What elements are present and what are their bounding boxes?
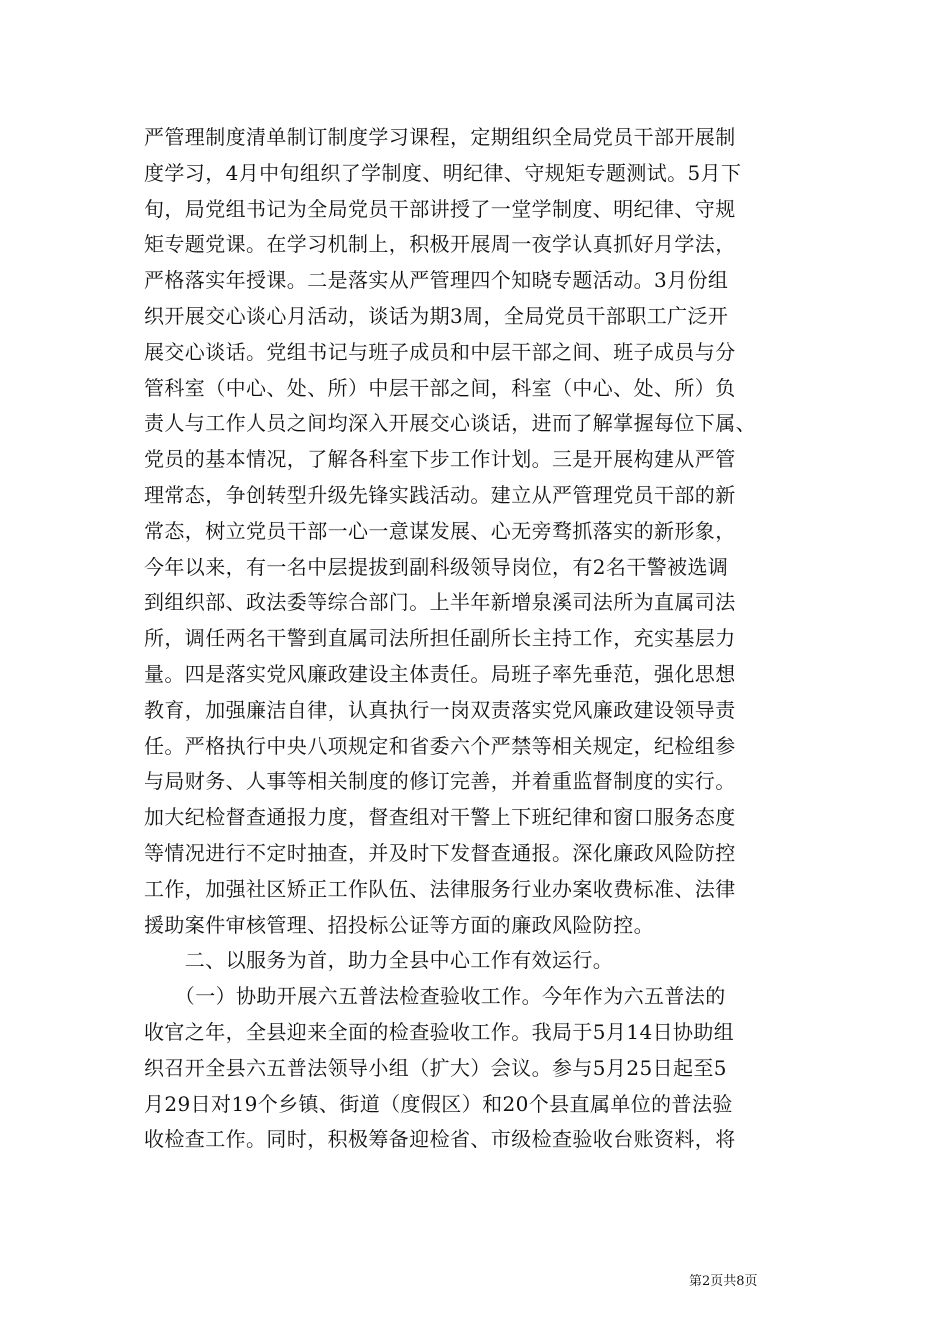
text-line: 二、以服务为首，助力全县中心工作有效运行。	[144, 948, 614, 973]
text-line: 严格落实年授课。二是落实从严管理四个知晓专题活动。3月份组	[144, 268, 729, 293]
text-line: 教育，加强廉洁自律，认真执行一岗双责落实党风廉政建设领导责	[144, 697, 736, 722]
text-line: 责人与工作人员之间均深入开展交心谈话，进而了解掌握每位下属、	[144, 411, 756, 436]
text-line: 今年以来，有一名中层提拔到副科级领导岗位，有2名干警被选调	[144, 554, 729, 579]
text-line: 党员的基本情况，了解各科室下步工作计划。三是开展构建从严管	[144, 447, 736, 472]
text-line: 加大纪检督查通报力度，督查组对干警上下班纪律和窗口服务态度	[144, 805, 736, 830]
text-line: 月29日对19个乡镇、街道（度假区）和20个县直属单位的普法验	[144, 1091, 733, 1116]
text-line: 等情况进行不定时抽查，并及时下发督查通报。深化廉政风险防控	[144, 840, 736, 865]
text-line: 度学习，4月中旬组织了学制度、明纪律、守规矩专题测试。5月下	[144, 160, 742, 185]
text-line: 任。严格执行中央八项规定和省委六个严禁等相关规定，纪检组参	[144, 733, 736, 758]
text-line: 展交心谈话。党组书记与班子成员和中层干部之间、班子成员与分	[144, 339, 736, 364]
text-line: 旬，局党组书记为全局党员干部讲授了一堂学制度、明纪律、守规	[144, 196, 736, 221]
text-line: 到组织部、政法委等综合部门。上半年新增泉溪司法所为直属司法	[144, 590, 736, 615]
text-line: 理常态，争创转型升级先锋实践活动。建立从严管理党员干部的新	[144, 482, 736, 507]
page-number: 第2页共8页	[689, 1274, 758, 1289]
text-line: 所，调任两名干警到直属司法所担任副所长主持工作，充实基层力	[144, 626, 736, 651]
text-line: 收官之年，全县迎来全面的检查验收工作。我局于5月14日协助组	[144, 1019, 735, 1044]
text-line: 织开展交心谈心月活动，谈话为期3周，全局党员干部职工广泛开	[144, 303, 729, 328]
text-line: 织召开全县六五普法领导小组（扩大）会议。参与5月25日起至5	[144, 1055, 727, 1080]
text-line: 矩专题党课。在学习机制上，积极开展周一夜学认真抓好月学法，	[144, 232, 736, 257]
text-line: 常态，树立党员干部一心一意谋发展、心无旁骛抓落实的新形象，	[144, 518, 736, 543]
text-line: 工作，加强社区矫正工作队伍、法律服务行业办案收费标准、法律	[144, 876, 736, 901]
document-body	[144, 120, 812, 1158]
text-line: 收检查工作。同时，积极筹备迎检省、市级检查验收台账资料，将	[144, 1127, 736, 1152]
text-line: 量。四是落实党风廉政建设主体责任。局班子率先垂范，强化思想	[144, 661, 736, 686]
text-line: 与局财务、人事等相关制度的修订完善，并着重监督制度的实行。	[144, 769, 736, 794]
text-line: 管科室（中心、处、所）中层干部之间，科室（中心、处、所）负	[144, 375, 736, 400]
text-line: （一）协助开展六五普法检查验收工作。今年作为六五普法的	[144, 984, 726, 1009]
text-line: 严管理制度清单制订制度学习课程，定期组织全局党员干部开展制	[144, 125, 736, 149]
text-line: 援助案件审核管理、招投标公证等方面的廉政风险防控。	[144, 912, 654, 937]
